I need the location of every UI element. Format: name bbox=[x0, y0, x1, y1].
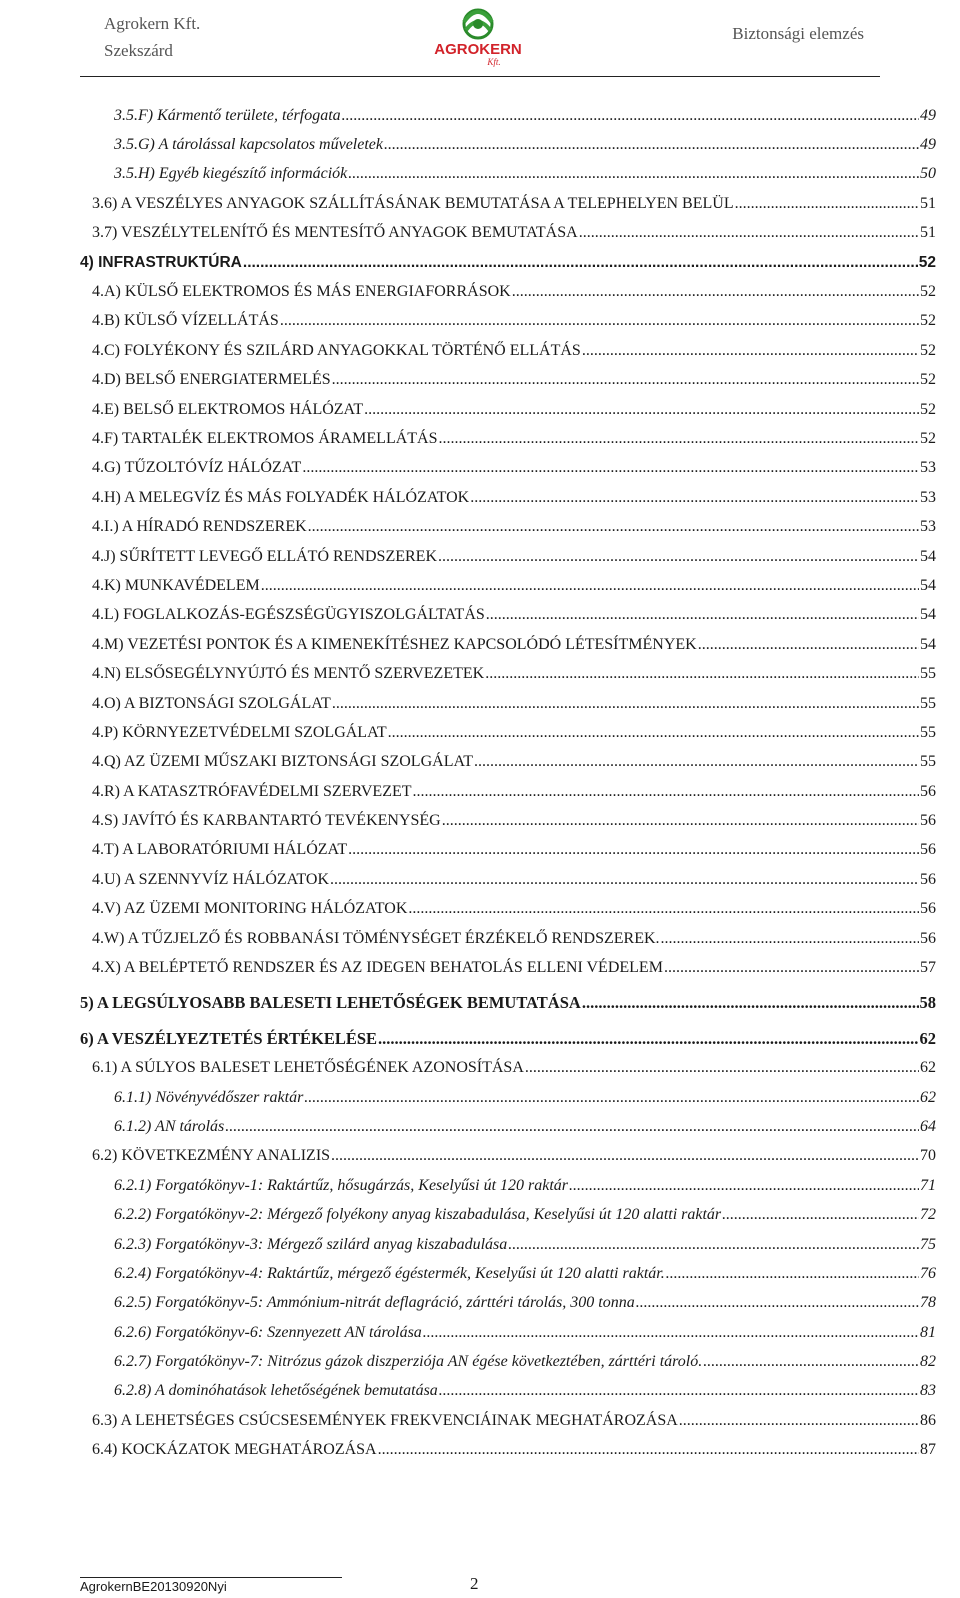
toc-entry-page: 56 bbox=[920, 841, 936, 859]
toc-entry-title: 4.I.) A HÍRADÓ RENDSZEREK bbox=[92, 518, 307, 536]
toc-entry-page: 49 bbox=[920, 106, 936, 124]
toc-entry-title: 6.2.2) Forgatókönyv-2: Mérgező folyékony anyag kiszabadulása, Keselyűsi út 120 alatti raktár bbox=[114, 1206, 722, 1224]
toc-leader-dots bbox=[280, 312, 919, 330]
toc-entry-title: 6.2.7) Forgatókönyv-7: Nitrózus gázok diszperziója AN égése következtében, zárttéri tároló. bbox=[114, 1353, 703, 1371]
toc-entry[interactable] bbox=[80, 454, 936, 483]
toc-entry[interactable] bbox=[80, 989, 936, 1018]
toc-leader-dots bbox=[342, 107, 919, 125]
toc-entry-page: 54 bbox=[920, 547, 936, 565]
toc-entry[interactable] bbox=[80, 1171, 936, 1200]
toc-entry[interactable] bbox=[80, 1054, 936, 1083]
toc-leader-dots bbox=[679, 1412, 919, 1430]
toc-leader-dots bbox=[261, 577, 919, 595]
table-of-contents bbox=[80, 101, 936, 1465]
toc-leader-dots bbox=[348, 165, 919, 183]
toc-entry[interactable] bbox=[80, 1083, 936, 1112]
logo-text: AGROKERN bbox=[434, 41, 522, 58]
toc-entry[interactable] bbox=[80, 1347, 936, 1376]
toc-entry[interactable] bbox=[80, 601, 936, 630]
toc-entry-title: 6.1.2) AN tárolás bbox=[114, 1117, 225, 1135]
toc-entry-page: 51 bbox=[920, 194, 936, 212]
toc-entry[interactable] bbox=[80, 160, 936, 189]
logo-subtext: Kft. bbox=[487, 57, 501, 67]
toc-entry-title: 4.G) TŰZOLTÓVÍZ HÁLÓZAT bbox=[92, 459, 302, 477]
toc-entry[interactable] bbox=[80, 718, 936, 747]
toc-leader-dots bbox=[703, 1353, 919, 1371]
toc-entry[interactable] bbox=[80, 395, 936, 424]
toc-entry[interactable] bbox=[80, 953, 936, 982]
toc-entry-page: 55 bbox=[920, 753, 936, 771]
toc-leader-dots bbox=[378, 1029, 918, 1049]
toc-entry[interactable] bbox=[80, 219, 936, 248]
toc-leader-dots bbox=[582, 342, 919, 360]
toc-entry-title: 4.B) KÜLSŐ VÍZELLÁTÁS bbox=[92, 312, 279, 330]
toc-entry-page: 62 bbox=[920, 1088, 936, 1106]
toc-entry-title: 3.5.H) Egyéb kiegészítő információk bbox=[114, 165, 348, 183]
toc-entry-page: 54 bbox=[920, 606, 936, 624]
company-name: Agrokern Kft. bbox=[104, 14, 201, 33]
toc-leader-dots bbox=[661, 930, 919, 948]
toc-entry-title: 4.L) FOGLALKOZÁS-EGÉSZSÉGÜGYISZOLGÁLTATÁS bbox=[92, 606, 485, 624]
toc-entry[interactable] bbox=[80, 1112, 936, 1141]
toc-leader-dots bbox=[512, 283, 919, 301]
toc-entry[interactable] bbox=[80, 806, 936, 835]
toc-entry[interactable] bbox=[80, 542, 936, 571]
toc-entry-page: 53 bbox=[920, 459, 936, 477]
toc-entry-page: 87 bbox=[920, 1441, 936, 1459]
toc-leader-dots bbox=[302, 459, 919, 477]
toc-entry-title: 4.K) MUNKAVÉDELEM bbox=[92, 576, 260, 594]
toc-entry-title: 4.H) A MELEGVÍZ ÉS MÁS FOLYADÉK HÁLÓZATOK bbox=[92, 488, 470, 506]
toc-leader-dots bbox=[698, 636, 919, 654]
toc-entry[interactable] bbox=[80, 336, 936, 365]
toc-entry-page: 81 bbox=[920, 1323, 936, 1341]
toc-entry[interactable] bbox=[80, 1200, 936, 1229]
toc-entry-page: 56 bbox=[920, 870, 936, 888]
toc-entry[interactable] bbox=[80, 748, 936, 777]
toc-entry-title: 4.F) TARTALÉK ELEKTROMOS ÁRAMELLÁTÁS bbox=[92, 429, 438, 447]
toc-leader-dots bbox=[330, 871, 919, 889]
company-logo bbox=[432, 4, 524, 70]
toc-entry[interactable] bbox=[80, 865, 936, 894]
company-city: Szekszárd bbox=[104, 41, 173, 60]
toc-leader-dots bbox=[579, 224, 919, 242]
toc-entry-page: 55 bbox=[920, 665, 936, 683]
toc-entry[interactable] bbox=[80, 659, 936, 688]
toc-entry-page: 78 bbox=[920, 1294, 936, 1312]
toc-leader-dots bbox=[439, 1382, 919, 1400]
toc-entry-page: 64 bbox=[920, 1117, 936, 1135]
toc-entry-title: 6) A VESZÉLYEZTETÉS ÉRTÉKELÉSE bbox=[80, 1028, 378, 1048]
toc-leader-dots bbox=[388, 724, 919, 742]
toc-leader-dots bbox=[470, 489, 919, 507]
toc-entry-page: 52 bbox=[920, 341, 936, 359]
toc-entry[interactable] bbox=[80, 277, 936, 306]
toc-entry[interactable] bbox=[80, 424, 936, 453]
toc-entry-page: 53 bbox=[920, 518, 936, 536]
header-divider bbox=[80, 76, 880, 77]
toc-entry-page: 50 bbox=[920, 165, 936, 183]
toc-leader-dots bbox=[348, 841, 919, 859]
toc-entry-page: 62 bbox=[919, 1028, 936, 1048]
toc-entry[interactable] bbox=[80, 1230, 936, 1259]
toc-entry-title: 4.W) A TŰZJELZŐ ÉS ROBBANÁSI TÖMÉNYSÉGET ÉRZÉKELŐ RENDSZEREK. bbox=[92, 929, 660, 947]
toc-entry-page: 52 bbox=[920, 371, 936, 389]
toc-entry-title: 4) INFRASTRUKTÚRA bbox=[80, 253, 242, 271]
toc-entry-title: 4.U) A SZENNYVÍZ HÁLÓZATOK bbox=[92, 870, 330, 888]
logo-emblem-icon bbox=[432, 4, 524, 70]
toc-entry-page: 52 bbox=[920, 283, 936, 301]
toc-entry-page: 55 bbox=[920, 694, 936, 712]
toc-entry-page: 83 bbox=[920, 1382, 936, 1400]
toc-entry-title: 6.2.1) Forgatókönyv-1: Raktártűz, hősugárzás, Keselyűsi út 120 raktár bbox=[114, 1176, 569, 1194]
toc-entry-title: 4.A) KÜLSŐ ELEKTROMOS ÉS MÁS ENERGIAFORRÁSOK bbox=[92, 283, 511, 301]
toc-entry[interactable] bbox=[80, 101, 936, 130]
toc-entry-page: 56 bbox=[920, 782, 936, 800]
toc-leader-dots bbox=[722, 1206, 919, 1224]
toc-entry-title: 6.2) KÖVETKEZMÉNY ANALIZIS bbox=[92, 1147, 331, 1165]
toc-entry-page: 58 bbox=[919, 993, 936, 1013]
toc-entry[interactable] bbox=[80, 189, 936, 218]
toc-entry[interactable] bbox=[80, 1259, 936, 1288]
toc-leader-dots bbox=[438, 548, 919, 566]
toc-leader-dots bbox=[474, 753, 919, 771]
toc-leader-dots bbox=[364, 401, 919, 419]
toc-leader-dots bbox=[486, 606, 919, 624]
toc-entry[interactable] bbox=[80, 777, 936, 806]
toc-entry-page: 71 bbox=[920, 1176, 936, 1194]
toc-entry-page: 52 bbox=[920, 400, 936, 418]
toc-leader-dots bbox=[332, 371, 919, 389]
toc-entry-title: 3.7) VESZÉLYTELENÍTŐ ÉS MENTESÍTŐ ANYAGOK BEMUTATÁSA bbox=[92, 224, 578, 242]
toc-entry[interactable] bbox=[80, 366, 936, 395]
toc-entry[interactable] bbox=[80, 924, 936, 953]
toc-leader-dots bbox=[582, 993, 919, 1013]
toc-entry-title: 3.5.G) A tárolással kapcsolatos műveletek bbox=[114, 136, 383, 154]
toc-entry-page: 70 bbox=[920, 1147, 936, 1165]
toc-leader-dots bbox=[413, 783, 919, 801]
toc-entry-page: 52 bbox=[918, 253, 936, 271]
toc-entry-page: 57 bbox=[920, 959, 936, 977]
toc-entry-title: 6.2.3) Forgatókönyv-3: Mérgező szilárd anyag kiszabadulása bbox=[114, 1235, 508, 1253]
toc-entry-page: 75 bbox=[920, 1235, 936, 1253]
toc-leader-dots bbox=[569, 1177, 919, 1195]
toc-entry[interactable] bbox=[80, 630, 936, 659]
toc-leader-dots bbox=[384, 136, 919, 154]
toc-leader-dots bbox=[735, 195, 919, 213]
toc-leader-dots bbox=[304, 1089, 919, 1107]
toc-leader-dots bbox=[332, 695, 919, 713]
toc-entry-title: 4.N) ELSŐSEGÉLYNYÚJTÓ ÉS MENTŐ SZERVEZETEK bbox=[92, 665, 485, 683]
toc-entry[interactable] bbox=[80, 307, 936, 336]
toc-entry-page: 51 bbox=[920, 224, 936, 242]
toc-entry-title: 6.1.1) Növényvédőszer raktár bbox=[114, 1088, 304, 1106]
toc-leader-dots bbox=[508, 1236, 919, 1254]
toc-entry-title: 6.2.5) Forgatókönyv-5: Ammónium-nitrát deflagráció, zárttéri tárolás, 300 tonna bbox=[114, 1294, 635, 1312]
toc-entry[interactable] bbox=[80, 895, 936, 924]
toc-entry-title: 6.3) A LEHETSÉGES CSÚCSESEMÉNYEK FREKVENCIÁINAK MEGHATÁROZÁSA bbox=[92, 1411, 678, 1429]
toc-entry[interactable] bbox=[80, 1318, 936, 1347]
toc-entry-title: 6.2.8) A dominóhatások lehetőségének bemutatása bbox=[114, 1382, 438, 1400]
toc-entry-title: 4.S) JAVÍTÓ ÉS KARBANTARTÓ TEVÉKENYSÉG bbox=[92, 812, 441, 830]
toc-entry-title: 6.4) KOCKÁZATOK MEGHATÁROZÁSA bbox=[92, 1441, 377, 1459]
toc-entry[interactable] bbox=[80, 836, 936, 865]
toc-leader-dots bbox=[378, 1441, 919, 1459]
toc-entry[interactable] bbox=[80, 689, 936, 718]
footer-doc-id: AgrokernBE20130920Nyi bbox=[80, 1579, 227, 1594]
toc-entry-page: 56 bbox=[920, 812, 936, 830]
toc-entry-title: 3.6) A VESZÉLYES ANYAGOK SZÁLLÍTÁSÁNAK BEMUTATÁSA A TELEPHELYEN BELÜL bbox=[92, 194, 734, 212]
toc-leader-dots bbox=[666, 1265, 919, 1283]
toc-leader-dots bbox=[423, 1324, 919, 1342]
toc-leader-dots bbox=[485, 665, 919, 683]
toc-entry-title: 3.5.F) Kármentő területe, térfogata bbox=[114, 106, 341, 124]
toc-entry-title: 4.V) AZ ÜZEMI MONITORING HÁLÓZATOK bbox=[92, 900, 408, 918]
toc-entry-page: 53 bbox=[920, 488, 936, 506]
toc-entry[interactable] bbox=[80, 248, 936, 277]
toc-entry-title: 6.1) A SÚLYOS BALESET LEHETŐSÉGÉNEK AZONOSÍTÁSA bbox=[92, 1059, 524, 1077]
toc-entry-title: 4.O) A BIZTONSÁGI SZOLGÁLAT bbox=[92, 694, 331, 712]
toc-entry-title: 4.J) SŰRÍTETT LEVEGŐ ELLÁTÓ RENDSZEREK bbox=[92, 547, 437, 565]
toc-entry-title: 4.T) A LABORATÓRIUMI HÁLÓZAT bbox=[92, 841, 348, 859]
toc-leader-dots bbox=[439, 430, 919, 448]
toc-entry-page: 56 bbox=[920, 900, 936, 918]
toc-entry-page: 55 bbox=[920, 723, 936, 741]
toc-entry-title: 4.E) BELSŐ ELEKTROMOS HÁLÓZAT bbox=[92, 400, 364, 418]
toc-entry[interactable] bbox=[80, 1377, 936, 1406]
toc-leader-dots bbox=[636, 1294, 919, 1312]
toc-entry-page: 76 bbox=[920, 1264, 936, 1282]
toc-entry[interactable] bbox=[80, 1289, 936, 1318]
toc-leader-dots bbox=[243, 254, 918, 272]
toc-entry-title: 4.X) A BELÉPTETŐ RENDSZER ÉS AZ IDEGEN BEHATOLÁS ELLENI VÉDELEM bbox=[92, 959, 663, 977]
toc-leader-dots bbox=[308, 518, 919, 536]
toc-entry[interactable] bbox=[80, 1142, 936, 1171]
toc-leader-dots bbox=[225, 1118, 919, 1136]
toc-entry-page: 82 bbox=[920, 1353, 936, 1371]
document-title: Biztonsági elemzés bbox=[732, 24, 864, 43]
toc-entry[interactable] bbox=[80, 483, 936, 512]
toc-entry[interactable] bbox=[80, 512, 936, 541]
toc-entry-page: 62 bbox=[920, 1059, 936, 1077]
toc-entry[interactable] bbox=[80, 571, 936, 600]
toc-entry-page: 49 bbox=[920, 136, 936, 154]
toc-leader-dots bbox=[331, 1147, 919, 1165]
toc-leader-dots bbox=[442, 812, 919, 830]
toc-leader-dots bbox=[408, 900, 919, 918]
toc-entry-title: 4.P) KÖRNYEZETVÉDELMI SZOLGÁLAT bbox=[92, 723, 387, 741]
header-company-block bbox=[104, 10, 200, 64]
toc-entry-title: 5) A LEGSÚLYOSABB BALESETI LEHETŐSÉGEK BEMUTATÁSA bbox=[80, 993, 581, 1013]
toc-entry-title: 4.Q) AZ ÜZEMI MŰSZAKI BIZTONSÁGI SZOLGÁLAT bbox=[92, 753, 474, 771]
footer-divider bbox=[80, 1577, 342, 1578]
toc-entry-page: 56 bbox=[920, 929, 936, 947]
toc-entry-page: 54 bbox=[920, 576, 936, 594]
toc-entry-title: 4.M) VEZETÉSI PONTOK ÉS A KIMENEKÍTÉSHEZ KAPCSOLÓDÓ LÉTESÍTMÉNYEK bbox=[92, 635, 697, 653]
toc-entry-page: 52 bbox=[920, 312, 936, 330]
toc-entry-title: 6.2.6) Forgatókönyv-6: Szennyezett AN tárolása bbox=[114, 1323, 422, 1341]
toc-entry-page: 54 bbox=[920, 635, 936, 653]
toc-entry[interactable] bbox=[80, 1436, 936, 1465]
toc-entry-title: 4.C) FOLYÉKONY ÉS SZILÁRD ANYAGOKKAL TÖRTÉNŐ ELLÁTÁS bbox=[92, 341, 581, 359]
toc-entry-title: 4.R) A KATASZTRÓFAVÉDELMI SZERVEZET bbox=[92, 782, 412, 800]
toc-entry-page: 86 bbox=[920, 1411, 936, 1429]
toc-entry[interactable] bbox=[80, 130, 936, 159]
toc-entry[interactable] bbox=[80, 1406, 936, 1435]
toc-entry-page: 72 bbox=[920, 1206, 936, 1224]
toc-leader-dots bbox=[664, 959, 919, 977]
toc-entry-title: 4.D) BELSŐ ENERGIATERMELÉS bbox=[92, 371, 331, 389]
toc-leader-dots bbox=[525, 1059, 919, 1077]
toc-entry-page: 52 bbox=[920, 429, 936, 447]
footer-page-number: 2 bbox=[470, 1574, 479, 1593]
toc-entry-title: 6.2.4) Forgatókönyv-4: Raktártűz, mérgező égéstermék, Keselyűsi út 120 alatti raktár. bbox=[114, 1264, 665, 1282]
toc-entry[interactable] bbox=[80, 1024, 936, 1053]
